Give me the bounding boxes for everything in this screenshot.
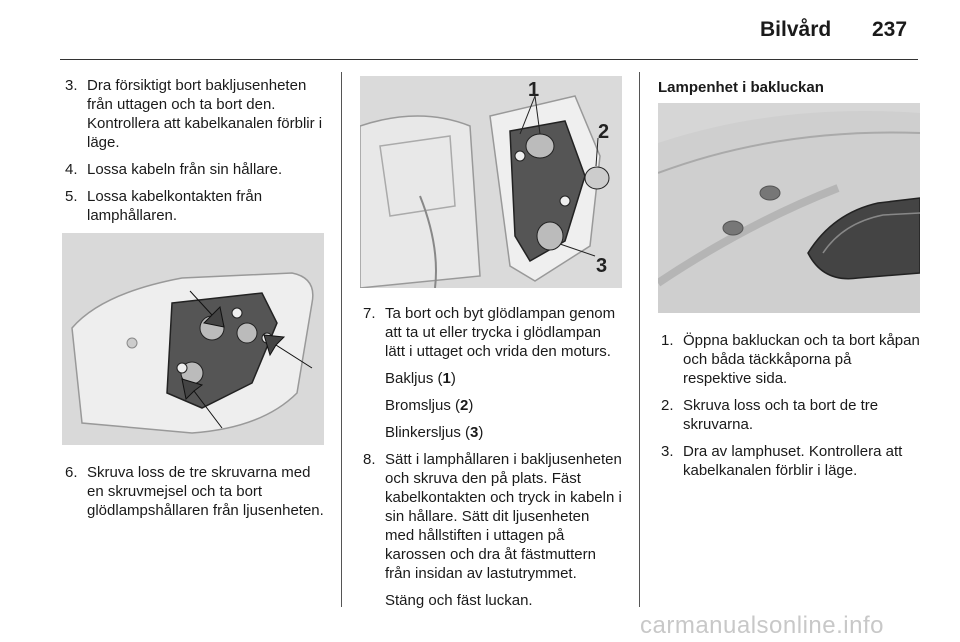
step-number: 1.	[661, 332, 674, 349]
step-text: Öppna bakluckan och ta bort kåpan och båda täckkåporna på respektive sida.	[683, 332, 920, 387]
page-header-title: Bilvård	[760, 18, 832, 41]
step-number: 7.	[363, 305, 376, 322]
step-number: 3.	[661, 443, 674, 460]
column-divider	[639, 72, 640, 607]
step-text: Lossa kabelkontakten från lamphållaren.	[87, 188, 263, 224]
step-item	[658, 442, 920, 480]
bulb-line: Bromsljus (2)	[385, 397, 474, 414]
step-number: 2.	[661, 397, 674, 414]
column-divider	[341, 72, 342, 607]
callout-1: 1	[528, 79, 540, 101]
step-item	[62, 463, 324, 520]
page-number: 237	[872, 18, 908, 41]
step-item	[62, 160, 324, 179]
step-item	[658, 396, 920, 434]
step-text: Skruva loss och ta bort de tre skruvarna.	[683, 397, 879, 433]
section-title: Lampenhet i bakluckan	[658, 79, 824, 96]
step-number: 5.	[65, 188, 78, 205]
step-item	[62, 76, 324, 152]
bulb-line: Blinkersljus (3)	[385, 424, 484, 441]
step-text: Dra försiktigt bort bakljusenheten från uttagen och ta bort den. Kontrollera att kabelkanalen förblir i läge.	[87, 77, 323, 151]
column-3	[658, 76, 920, 488]
step-number: 8.	[363, 451, 376, 468]
callout-2: 2	[598, 121, 610, 143]
step-text: Ta bort och byt glödlampan genom att ta ut eller trycka i glödlampan lätt i uttaget och vrida den moturs.	[385, 305, 616, 360]
step-item	[62, 187, 324, 225]
step-item	[658, 331, 920, 388]
figure-lamp-holder-bulbs	[360, 76, 622, 288]
header-rule	[60, 59, 918, 60]
step-text: Lossa kabeln från sin hållare.	[87, 161, 283, 178]
step-number: 4.	[65, 161, 78, 178]
closing-instruction: Stäng och fäst luckan.	[385, 592, 533, 609]
column-1	[62, 76, 324, 528]
watermark-link[interactable]: carmanualsonline.info	[640, 612, 884, 639]
step-item	[360, 304, 622, 361]
callout-3: 3	[596, 255, 608, 277]
step-text: Skruva loss de tre skruvarna med en skruvmejsel och ta bort glödlampshållaren från ljusenheten.	[87, 464, 324, 519]
step-text: Sätt i lamphållaren i bakljusenheten och skruva den på plats. Fäst kabelkontakten och tryck in kabeln i sin hållare. Sätt dit ljusenheten med hållstiften i uttagen på karossen och dra åt fästmuttern från insidan av lastutrymmet.	[385, 451, 622, 582]
column-2	[360, 76, 622, 618]
step-number: 3.	[65, 77, 78, 94]
step-item	[360, 450, 622, 583]
figure-tailgate-trim	[658, 103, 920, 313]
figure-bulb-holder-screws	[62, 233, 324, 445]
bulb-line: Bakljus (1)	[385, 370, 456, 387]
step-number: 6.	[65, 464, 78, 481]
step-text: Dra av lamphuset. Kontrollera att kabelkanalen förblir i läge.	[683, 443, 903, 479]
